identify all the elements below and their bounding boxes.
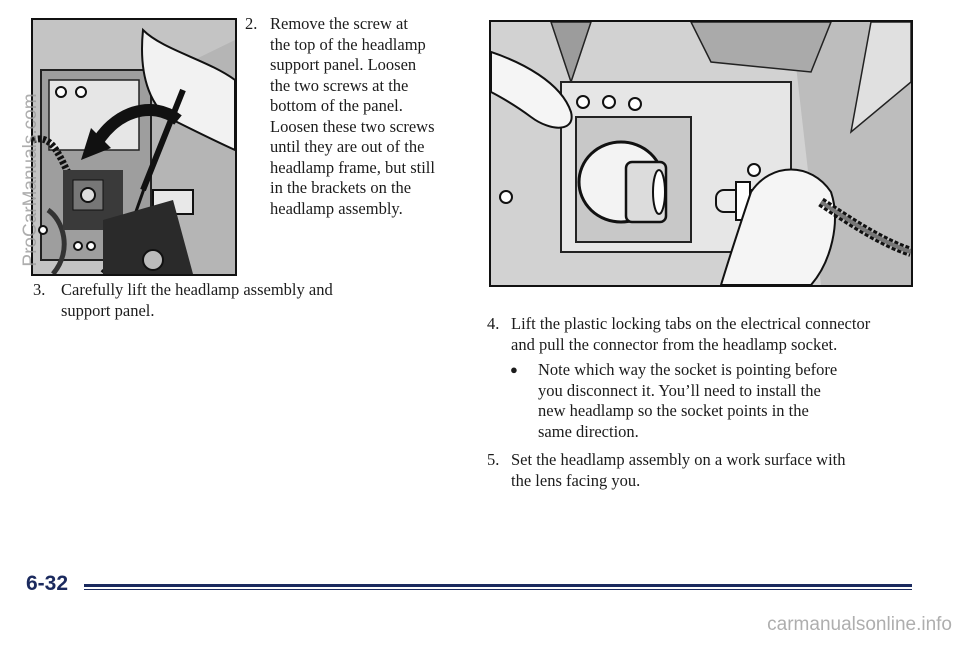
side-watermark: ProCarManuals.com [20, 93, 41, 267]
step-number: 5. [487, 450, 500, 469]
step-text: Lift the plastic locking tabs on the electrical connector and pull the connector from the headlamp socket. [511, 314, 871, 354]
bottom-watermark: carmanualsonline.info [767, 614, 952, 635]
step-text: Set the headlamp assembly on a work surface with the lens facing you. [511, 450, 846, 490]
note-text: Note which way the socket is pointing before you disconnect it. You’ll need to install the new headlamp so the socket points in the same direction. [538, 360, 838, 441]
step-number: 3. [33, 280, 46, 299]
step-text: Remove the screw at the top of the headlamp support panel. Loosen the two screws at the bottom of the panel. Loosen these two screws until they are out of the headlamp frame, but still in the brackets on the headlamp assembly. [270, 14, 435, 218]
footer-rule-thin [84, 589, 912, 590]
footer-rule [84, 584, 912, 587]
page-number: 6-32 [26, 572, 69, 595]
headlamp-panel-illustration [31, 18, 237, 276]
step-number: 4. [487, 314, 500, 333]
bullet-icon: ● [510, 362, 518, 377]
headlamp-connector-illustration [489, 20, 913, 287]
step-number: 2. [245, 14, 258, 33]
step-text: Carefully lift the headlamp assembly and support panel. [61, 280, 333, 320]
